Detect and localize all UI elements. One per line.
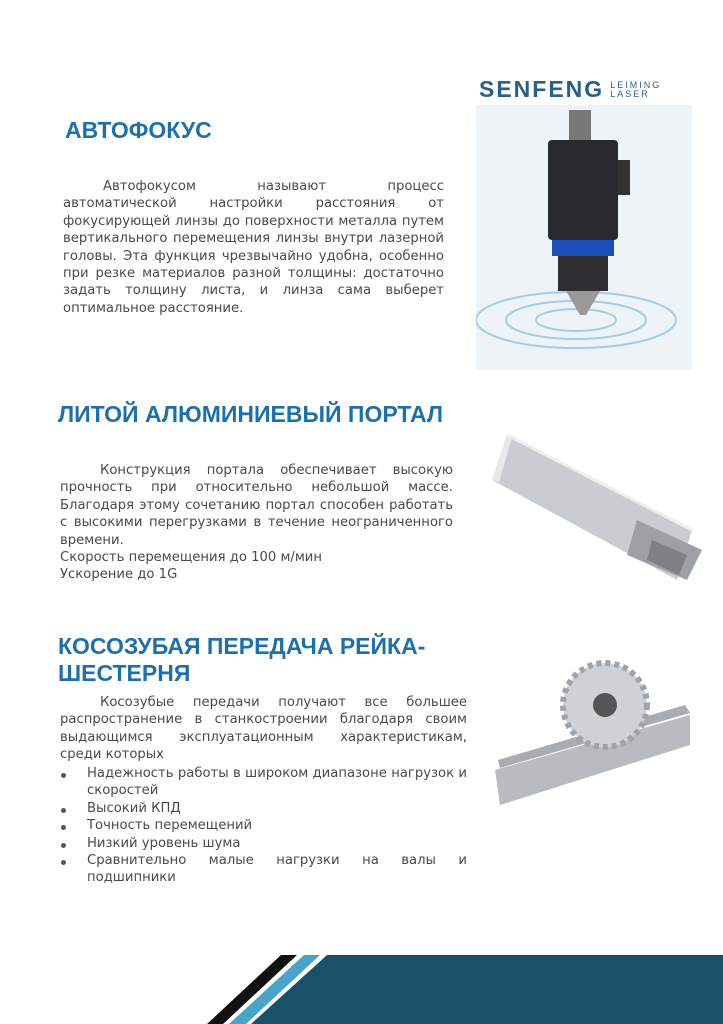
rack-pinion-benefits-list bbox=[60, 765, 467, 887]
gear-rack-image bbox=[490, 660, 695, 810]
section-title-autofocus: АВТОФОКУС bbox=[65, 117, 212, 143]
aluminium-portal-image bbox=[487, 430, 705, 582]
senfeng-logo bbox=[479, 76, 661, 103]
list-item: Сравнительно малые нагрузки на валы и подшипники bbox=[60, 852, 467, 887]
logo-brand: SENFENG bbox=[479, 76, 605, 102]
section-title-rack-pinion: КОСОЗУБАЯ ПЕРЕДАЧА РЕЙКА-ШЕСТЕРНЯ bbox=[58, 633, 426, 686]
portal-acceleration: Ускорение до 1G bbox=[60, 567, 178, 583]
footer-dark-band bbox=[251, 955, 723, 1024]
portal-speed: Скорость перемещения до 100 м/мин bbox=[60, 550, 322, 566]
rack-pinion-text bbox=[60, 694, 467, 764]
rack-pinion-paragraph: Косозубые передачи получают все большее распространение в станкостроении благодаря своим выдающимся эксплуатационным характеристикам, среди которых bbox=[60, 695, 467, 763]
portal-text bbox=[60, 462, 453, 584]
autofocus-text bbox=[63, 178, 444, 317]
logo-sub1: LEIMING bbox=[610, 79, 662, 90]
logo-sub2: LASER bbox=[610, 88, 650, 99]
autofocus-paragraph: Автофокусом называют процесс автоматической настройки расстояния от фокусирующей линзы до поверхности металла путем вертикального перемещения линзы внутри лазерной головы. Эта функция чрезвычайно удобна, особенно при резке материалов разной толщины: достаточно задать толщину листа, и линза сама выберет оптимальное расстояние. bbox=[63, 179, 444, 316]
section-title-portal: ЛИТОЙ АЛЮМИНИЕВЫЙ ПОРТАЛ bbox=[58, 401, 444, 427]
list-item: Низкий уровень шума bbox=[60, 835, 467, 852]
list-item: Высокий КПД bbox=[60, 800, 467, 817]
portal-paragraph: Конструкция портала обеспечивает высокую прочность при относительно небольшой массе. Благодаря этому сочетанию портал способен работать с высокими перегрузками в течение неограниченного времени. bbox=[60, 463, 453, 548]
logo-sub bbox=[610, 81, 661, 99]
list-item: Точность перемещений bbox=[60, 817, 467, 834]
footer-band bbox=[0, 955, 723, 1024]
list-item: Надежность работы в широком диапазоне нагрузок и скоростей bbox=[60, 765, 467, 800]
laser-head-image bbox=[476, 105, 692, 370]
